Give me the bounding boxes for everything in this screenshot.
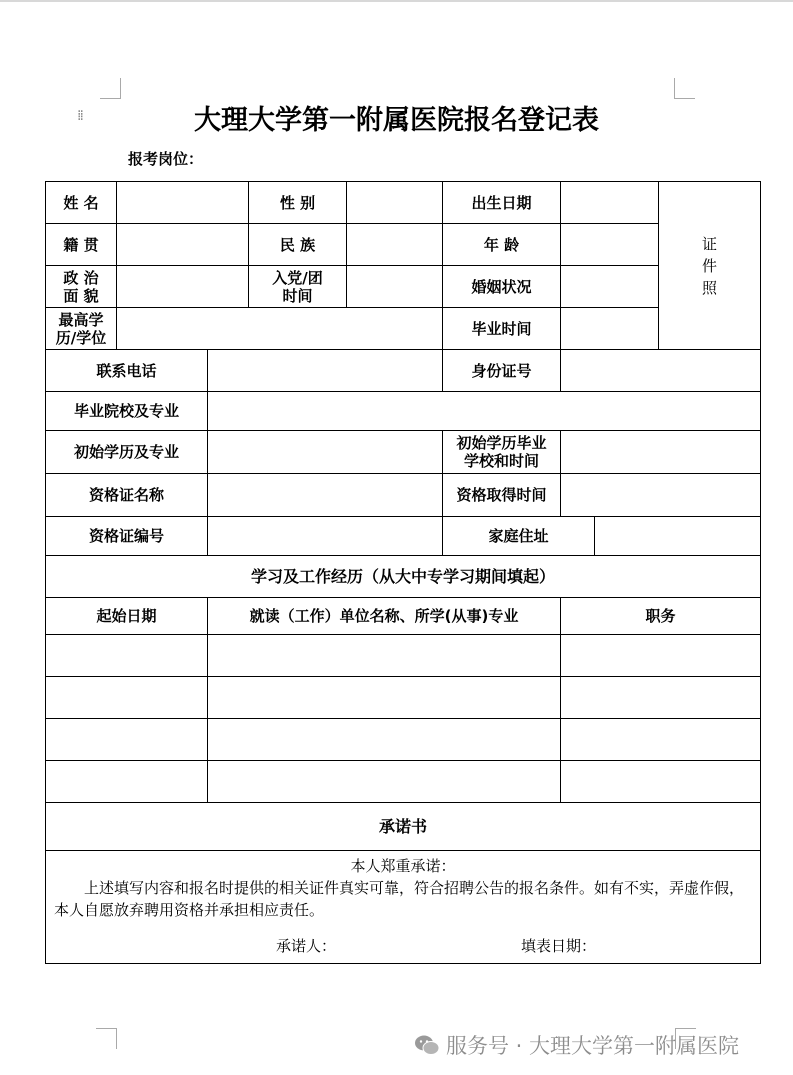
- crop-mark-top-left: [100, 78, 121, 99]
- label-grad-time: 毕业时间: [443, 308, 561, 350]
- exp-row: [46, 635, 761, 677]
- field-address[interactable]: [595, 517, 761, 556]
- pledge-sign-row: [54, 935, 752, 957]
- exp-cell-date[interactable]: [46, 635, 208, 677]
- field-grad-time[interactable]: [561, 308, 659, 350]
- field-gender[interactable]: [347, 182, 443, 224]
- exp-cell-unit[interactable]: [208, 635, 561, 677]
- label-gender: 性 别: [249, 182, 347, 224]
- pledge-body: 上述填写内容和报名时提供的相关证件真实可靠，符合招聘公告的报名条件。如有不实，弄虚作假，本人自愿放弃聘用资格并承担相应责任。: [54, 879, 745, 919]
- pledge-head: 本人郑重承诺：: [350, 857, 456, 875]
- exp-row: [46, 761, 761, 803]
- init-school-line-2: 学校和时间: [464, 452, 540, 470]
- form-title: 大理大学第一附属医院报名登记表: [194, 105, 599, 136]
- field-init-edu[interactable]: [208, 431, 443, 474]
- exp-cell-position[interactable]: [561, 677, 761, 719]
- exp-header-unit: 就读（工作）单位名称、所学(从事)专业: [208, 598, 561, 635]
- exp-header-date: 起始日期: [46, 598, 208, 635]
- photo-box[interactable]: [659, 182, 761, 350]
- label-id: 身份证号: [443, 350, 561, 392]
- label-address: 家庭住址: [443, 517, 595, 556]
- post-label: 报考岗位：: [128, 150, 204, 168]
- label-phone: 联系电话: [46, 350, 208, 392]
- field-cert-time[interactable]: [561, 474, 761, 517]
- field-ethnic[interactable]: [347, 224, 443, 266]
- party-line-2: 时间: [282, 286, 313, 305]
- photo-char-3: 照: [702, 278, 718, 297]
- pledge-date: 填表日期：: [521, 937, 597, 955]
- label-cert-time: 资格取得时间: [443, 474, 561, 517]
- exp-cell-unit[interactable]: [208, 677, 561, 719]
- pledge-content[interactable]: [46, 851, 761, 964]
- exp-cell-date[interactable]: [46, 677, 208, 719]
- label-init-school: [443, 431, 561, 474]
- field-age[interactable]: [561, 224, 659, 266]
- label-name: 姓 名: [46, 182, 117, 224]
- exp-cell-position[interactable]: [561, 635, 761, 677]
- exp-row: [46, 677, 761, 719]
- field-id[interactable]: [561, 350, 761, 392]
- top-divider: [0, 0, 793, 2]
- label-init-edu: 初始学历及专业: [46, 431, 208, 474]
- field-cert-name[interactable]: [208, 474, 443, 517]
- photo-char-2: 件: [702, 256, 718, 275]
- photo-char-1: 证: [702, 234, 718, 253]
- field-name[interactable]: [117, 182, 249, 224]
- experience-title: 学习及工作经历（从大中专学习期间填起）: [46, 556, 761, 598]
- field-political[interactable]: [117, 266, 249, 308]
- exp-cell-date[interactable]: [46, 719, 208, 761]
- label-birth: 出生日期: [443, 182, 561, 224]
- wechat-icon: [414, 1034, 440, 1056]
- field-party[interactable]: [347, 266, 443, 308]
- crop-mark-top-right: [674, 78, 695, 99]
- exp-header-position: 职务: [561, 598, 761, 635]
- drag-handle-icon[interactable]: ⁞⁞: [77, 108, 82, 124]
- watermark-text: 服务号 · 大理大学第一附属医院: [446, 1034, 740, 1058]
- field-birth[interactable]: [561, 182, 659, 224]
- init-school-line-1: 初始学历毕业: [456, 434, 547, 452]
- exp-cell-position[interactable]: [561, 761, 761, 803]
- party-line-1: 入党/团: [272, 268, 323, 287]
- exp-row: [46, 719, 761, 761]
- exp-cell-unit[interactable]: [208, 761, 561, 803]
- field-cert-no[interactable]: [208, 517, 443, 556]
- crop-mark-bottom-left: [96, 1028, 117, 1049]
- label-political: [46, 266, 117, 308]
- exp-cell-position[interactable]: [561, 719, 761, 761]
- political-line-2: 面 貌: [63, 286, 99, 305]
- pledge-signer: 承诺人：: [276, 937, 337, 955]
- label-cert-name: 资格证名称: [46, 474, 208, 517]
- label-party: [249, 266, 347, 308]
- degree-line-1: 最高学: [58, 310, 104, 329]
- political-line-1: 政 治: [63, 268, 99, 287]
- label-degree: [46, 308, 117, 350]
- field-native[interactable]: [117, 224, 249, 266]
- exp-cell-date[interactable]: [46, 761, 208, 803]
- label-ethnic: 民 族: [249, 224, 347, 266]
- field-marital[interactable]: [561, 266, 659, 308]
- pledge-title: 承诺书: [46, 803, 761, 851]
- field-school[interactable]: [208, 392, 761, 431]
- field-init-school[interactable]: [561, 431, 761, 474]
- registration-table: [45, 181, 761, 964]
- field-phone[interactable]: [208, 350, 443, 392]
- label-school: 毕业院校及专业: [46, 392, 208, 431]
- field-degree[interactable]: [117, 308, 443, 350]
- label-age: 年 龄: [443, 224, 561, 266]
- degree-line-2: 历/学位: [55, 328, 107, 347]
- label-marital: 婚姻状况: [443, 266, 561, 308]
- label-native: 籍 贯: [46, 224, 117, 266]
- exp-cell-unit[interactable]: [208, 719, 561, 761]
- watermark: [414, 1030, 739, 1060]
- label-cert-no: 资格证编号: [46, 517, 208, 556]
